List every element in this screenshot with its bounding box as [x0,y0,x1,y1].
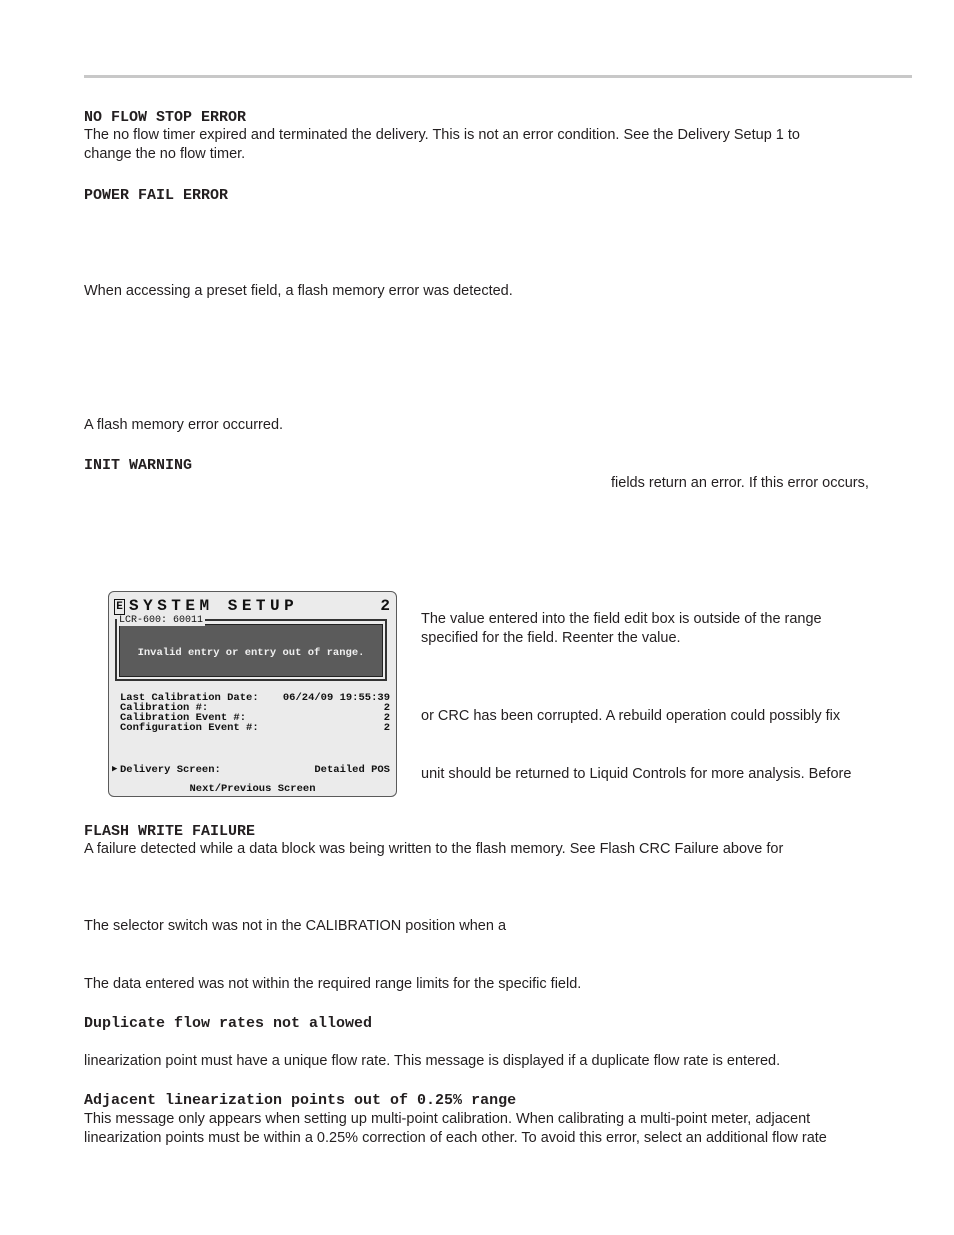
lcd-delivery-row [120,765,390,776]
paragraph-flash-error: A flash memory error occurred. [84,417,284,433]
paragraph-duplicate-1: linearization point must have a unique flow rate. This message is displayed if a duplicate flow rate is entered. [84,1053,781,1069]
lcd-delivery-label: Delivery Screen: [120,764,221,776]
lcd-row-value: 06/24/09 19:55:39 [282,692,390,704]
paragraph-range-2: specified for the field. Reenter the value. [421,630,681,646]
paragraph-crc: or CRC has been corrupted. A rebuild operation could possibly fix [421,708,841,724]
paragraph-selector: The selector switch was not in the CALIBRATION position when a [84,918,507,934]
lcd-row-label: Calibration #: [120,702,209,714]
paragraph-adjacent-1: This message only appears when setting up multi-point calibration. When calibrating a multi-point meter, adjacent [84,1111,811,1127]
heading-power-fail-error: POWER FAIL ERROR [84,187,229,204]
heading-duplicate-flow-rates: Duplicate flow rates not allowed [84,1015,373,1032]
header-rule [84,75,912,78]
lcd-title: SYSTEM SETUP [129,597,299,615]
paragraph-flash-write-1: A failure detected while a data block was being written to the flash memory. See Flash CRC Failure above for [84,841,784,857]
lcd-popup-label: LCR-600: 60011 [119,615,204,626]
lcd-row [120,723,390,734]
lcd-footer: Next/Previous Screen [189,783,316,795]
lcd-delivery-value: Detailed POS [314,764,390,776]
heading-adjacent-linearization: Adjacent linearization points out of 0.25% range [84,1092,517,1109]
lcd-popup-body [119,624,383,677]
lcd-row-label: Calibration Event #: [120,712,247,724]
lcd-page-number: 2 [380,597,390,615]
heading-flash-write-failure: FLASH WRITE FAILURE [84,823,256,840]
paragraph-data-range: The data entered was not within the required range limits for the specific field. [84,976,582,992]
paragraph-range-1: The value entered into the field edit box is outside of the range [421,611,822,627]
lcd-cursor: E [114,599,125,615]
lcd-selection-arrow-icon: ▶ [112,764,118,774]
paragraph-preset-field: When accessing a preset field, a flash memory error was detected. [84,283,513,299]
lcd-screen-figure [108,591,397,797]
paragraph-no-flow-1: The no flow timer expired and terminated the delivery. This is not an error condition. See the Delivery Setup 1 to [84,127,800,143]
lcd-row-label: Configuration Event #: [120,722,259,734]
lcd-popup-message: Invalid entry or entry out of range. [137,647,365,659]
lcd-row-label: Last Calibration Date: [120,692,259,704]
paragraph-adjacent-2: linearization points must be within a 0.25% correction of each other. To avoid this error, select an additional flow rate [84,1130,827,1146]
paragraph-returned: unit should be returned to Liquid Controls for more analysis. Before [421,766,852,782]
lcd-error-popup [115,619,387,681]
lcd-row-value: 2 [383,722,390,734]
paragraph-init-warning-tail: fields return an error. If this error occurs, [611,475,869,491]
lcd-row-value: 2 [383,712,390,724]
lcd-row-value: 2 [383,702,390,714]
heading-no-flow-stop-error: NO FLOW STOP ERROR [84,109,247,126]
heading-init-warning: INIT WARNING [84,457,193,474]
paragraph-no-flow-2: change the no flow timer. [84,146,246,162]
